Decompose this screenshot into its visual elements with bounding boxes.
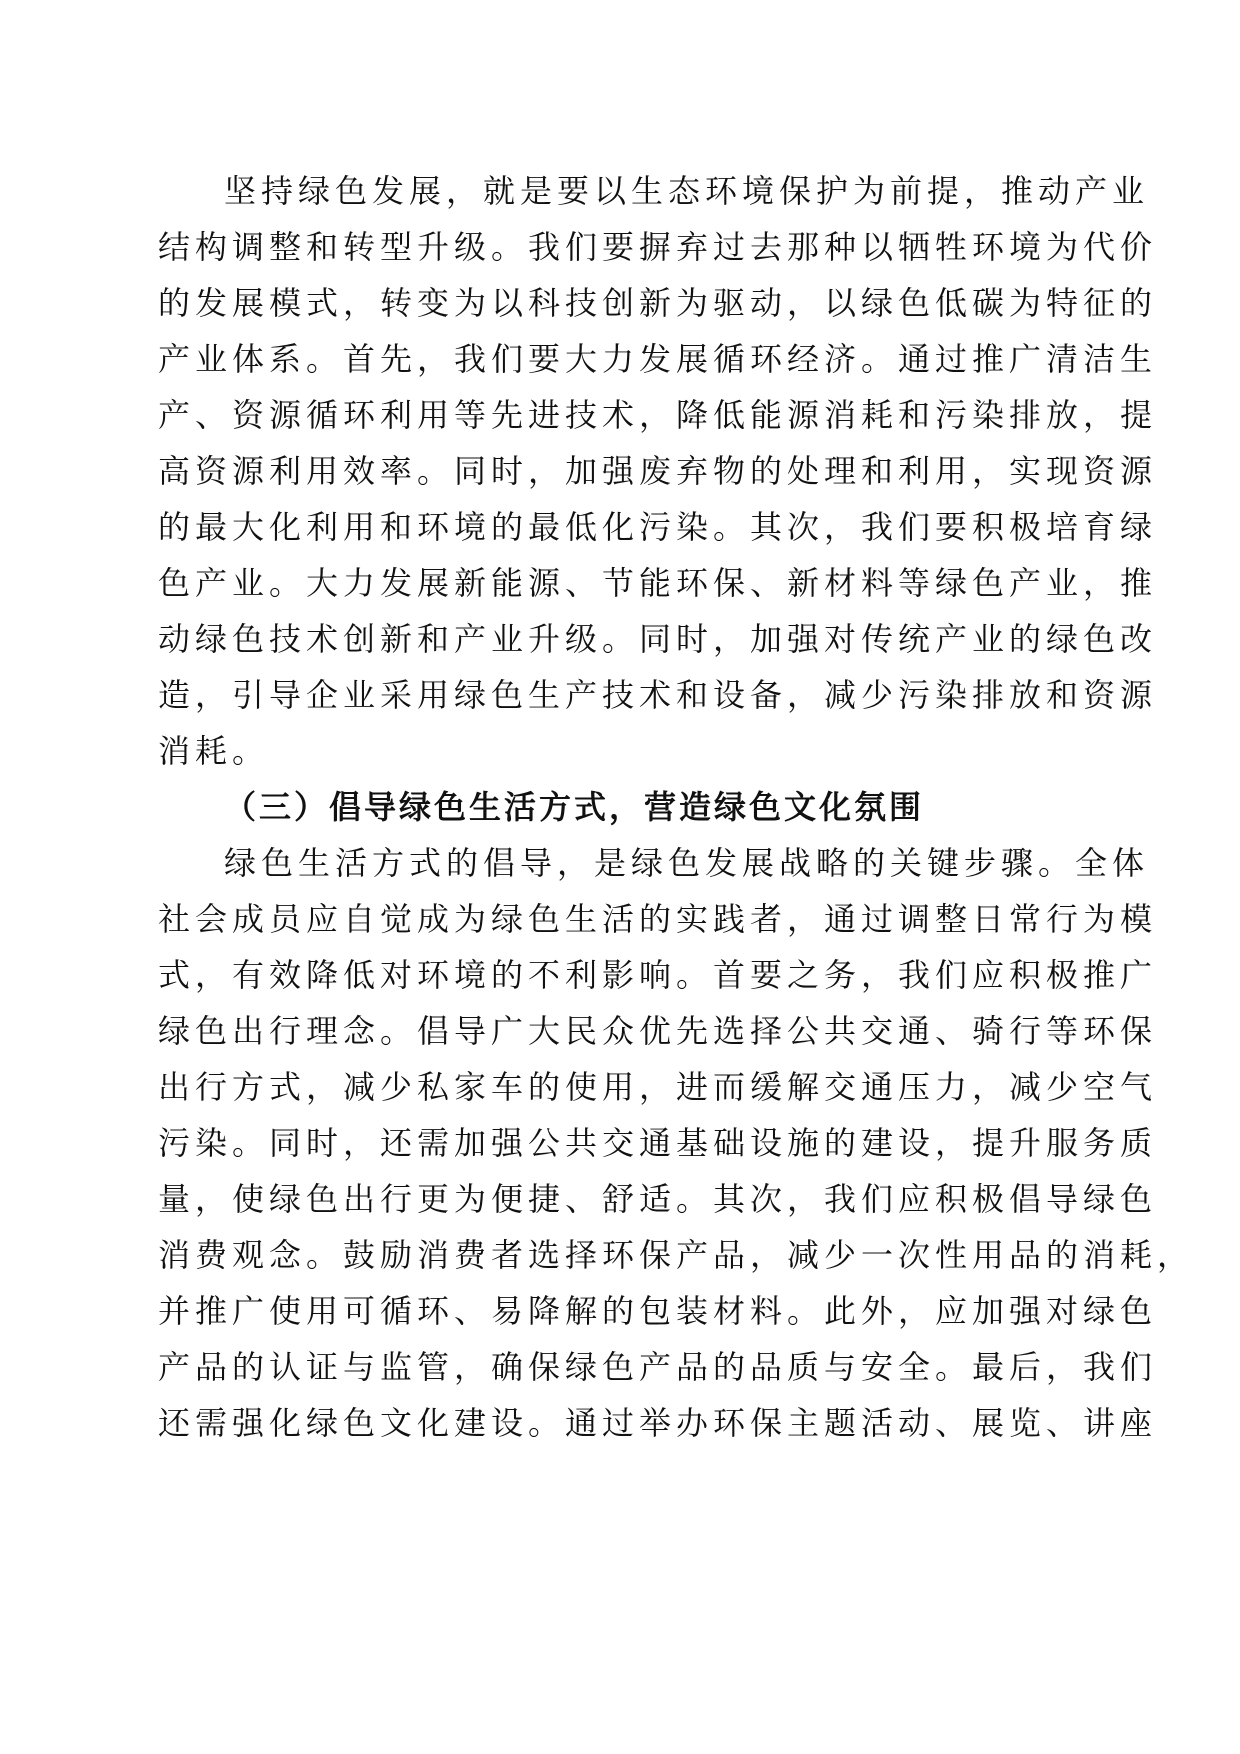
paragraph-2-line-1: 绿色生活方式的倡导，是绿色发展战略的关键步骤。全体 <box>224 844 1150 882</box>
paragraph-1-line-5: 产、资源循环利用等先进技术，降低能源消耗和污染排放，提 <box>158 396 1158 434</box>
paragraph-2-line-9: 并推广使用可循环、易降解的包装材料。此外，应加强对绿色 <box>158 1292 1158 1330</box>
paragraph-1-line-11: 消耗。 <box>158 732 270 770</box>
section-heading: （三）倡导绿色生活方式，营造绿色文化氛围 <box>224 788 925 826</box>
paragraph-1-line-6: 高资源利用效率。同时，加强废弃物的处理和利用，实现资源 <box>158 452 1158 490</box>
paragraph-1-line-8: 色产业。大力发展新能源、节能环保、新材料等绿色产业，推 <box>158 564 1158 602</box>
paragraph-2-line-2: 社会成员应自觉成为绿色生活的实践者，通过调整日常行为模 <box>158 900 1158 938</box>
paragraph-2-line-7: 量，使绿色出行更为便捷、舒适。其次，我们应积极倡导绿色 <box>158 1180 1158 1218</box>
paragraph-1-line-3: 的发展模式，转变为以科技创新为驱动，以绿色低碳为特征的 <box>158 284 1158 322</box>
paragraph-1-line-10: 造，引导企业采用绿色生产技术和设备，减少污染排放和资源 <box>158 676 1158 714</box>
paragraph-2-line-11: 还需强化绿色文化建设。通过举办环保主题活动、展览、讲座 <box>158 1404 1158 1442</box>
paragraph-2-line-8: 消费观念。鼓励消费者选择环保产品，减少一次性用品的消耗， <box>158 1236 1195 1274</box>
paragraph-1-line-2: 结构调整和转型升级。我们要摒弃过去那种以牺牲环境为代价 <box>158 228 1158 266</box>
paragraph-2-line-6: 污染。同时，还需加强公共交通基础设施的建设，提升服务质 <box>158 1124 1158 1162</box>
paragraph-1-line-7: 的最大化利用和环境的最低化污染。其次，我们要积极培育绿 <box>158 508 1158 546</box>
paragraph-1-line-4: 产业体系。首先，我们要大力发展循环经济。通过推广清洁生 <box>158 340 1158 378</box>
paragraph-2-line-5: 出行方式，减少私家车的使用，进而缓解交通压力，减少空气 <box>158 1068 1158 1106</box>
paragraph-2-line-3: 式，有效降低对环境的不利影响。首要之务，我们应积极推广 <box>158 956 1158 994</box>
paragraph-1-line-9: 动绿色技术创新和产业升级。同时，加强对传统产业的绿色改 <box>158 620 1158 658</box>
paragraph-2-line-10: 产品的认证与监管，确保绿色产品的品质与安全。最后，我们 <box>158 1348 1158 1386</box>
paragraph-1-line-1: 坚持绿色发展，就是要以生态环境保护为前提，推动产业 <box>224 172 1150 210</box>
paragraph-2-line-4: 绿色出行理念。倡导广大民众优先选择公共交通、骑行等环保 <box>158 1012 1158 1050</box>
